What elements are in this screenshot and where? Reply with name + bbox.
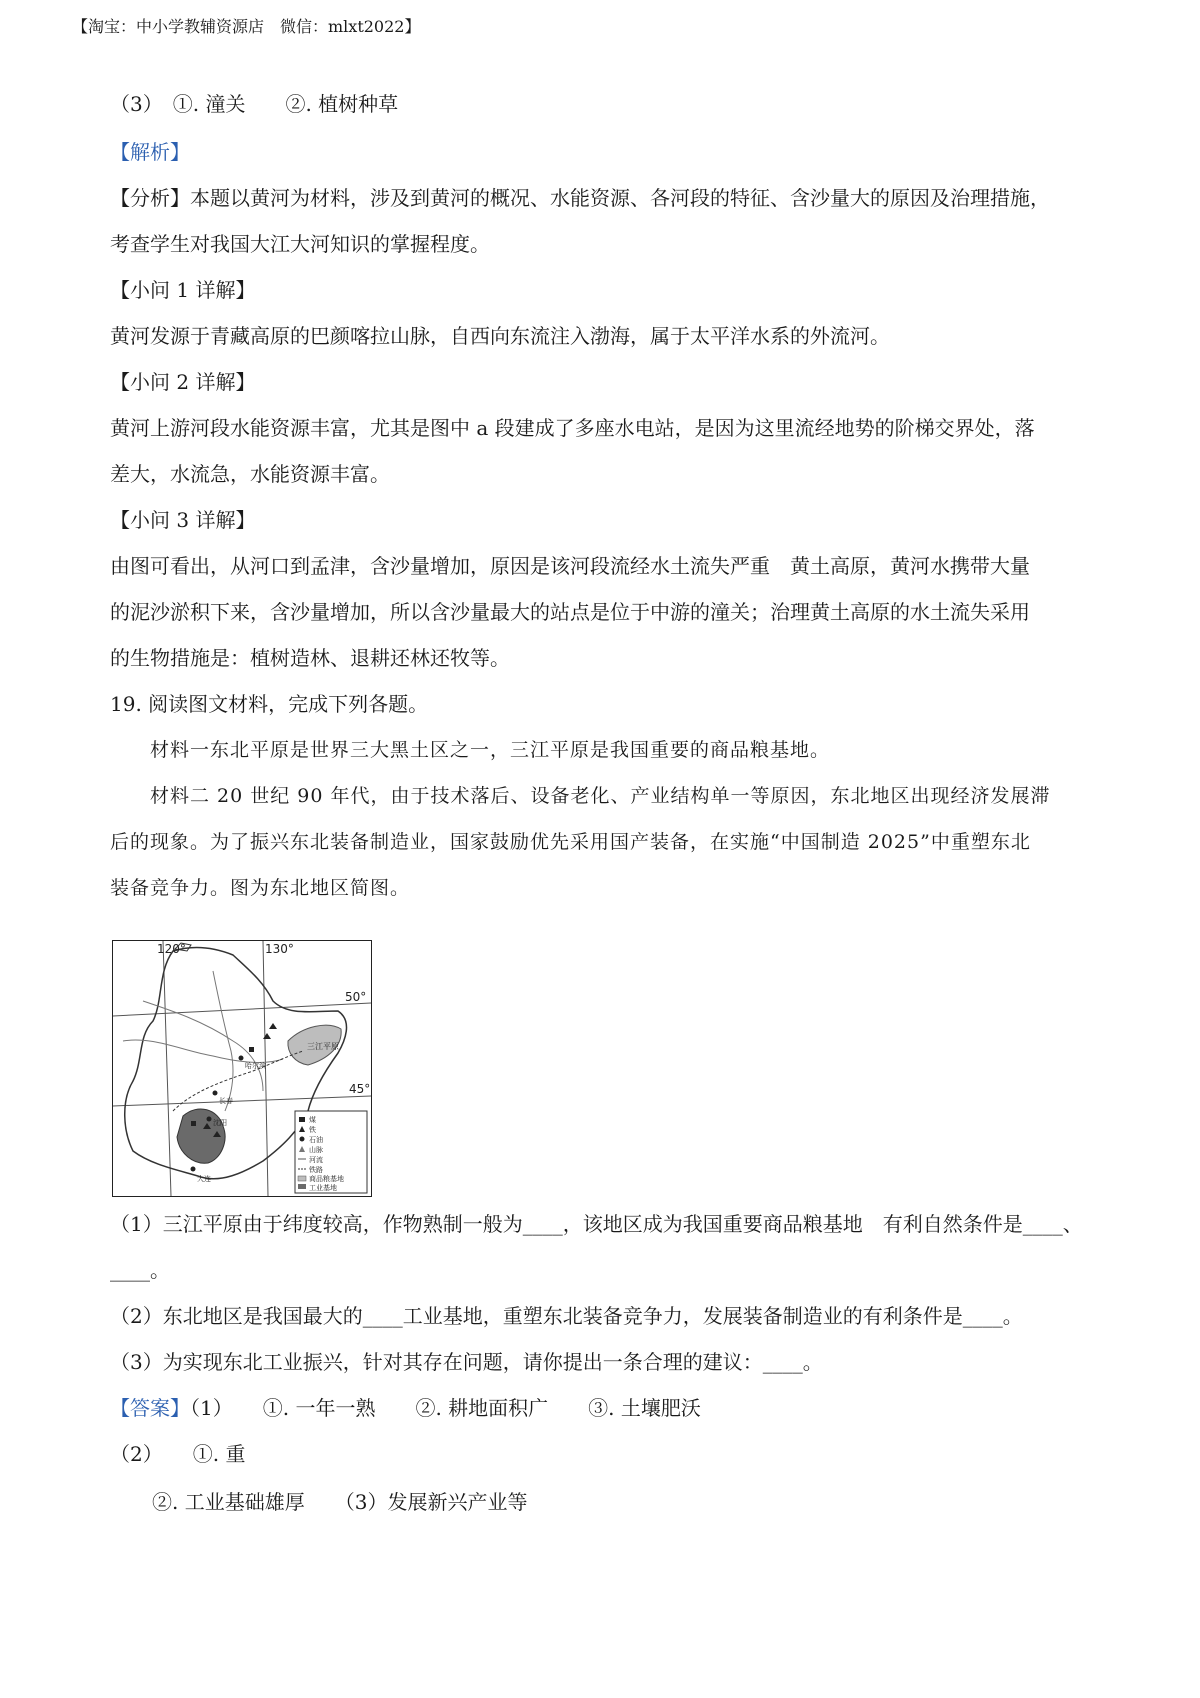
answer-3: ②. 工业基础雄厚 （3）发展新兴产业等	[152, 1490, 528, 1514]
legend-item: 煤	[309, 1116, 316, 1124]
legend-item: 商品粮基地	[309, 1175, 344, 1183]
sub1-text: 黄河发源于青藏高原的巴颜喀拉山脉，自西向东流注入渤海，属于太平洋水系的外流河。	[110, 324, 890, 348]
material-2-line-1: 材料二 20 世纪 90 年代，由于技术落后、设备老化、产业结构单一等原因，东北地区出现经济发展滞	[150, 785, 1051, 807]
map-lat-50: 50°	[345, 990, 367, 1004]
map-lon-130: 130°	[265, 942, 294, 956]
legend-item: 石油	[309, 1136, 323, 1144]
map-label-shenyang: 沈阳	[213, 1119, 227, 1127]
sub2-label: 【小问 2 详解】	[110, 370, 256, 394]
part3: （3）为实现东北工业振兴，针对其存在问题，请你提出一条合理的建议：____。	[110, 1350, 823, 1374]
sub1-label: 【小问 1 详解】	[110, 278, 256, 302]
analysis-line-1: 【分析】本题以黄河为材料，涉及到黄河的概况、水能资源、各河段的特征、含沙量大的原因及治理措施，	[110, 186, 1050, 210]
sub3-line-2: 的泥沙淤积下来，含沙量增加，所以含沙量最大的站点是位于中游的潼关；治理黄土高原的水土流失采用	[110, 600, 1030, 624]
sub3-label: 【小问 3 详解】	[110, 508, 256, 532]
legend-item: 铁路	[309, 1166, 323, 1174]
part1-line-1: （1）三江平原由于纬度较高，作物熟制一般为____，该地区成为我国重要商品粮基地 有利自然条件是____、	[110, 1212, 1083, 1236]
material-1: 材料一东北平原是世界三大黑土区之一，三江平原是我国重要的商品粮基地。	[150, 739, 831, 761]
answer-1: （1） ①. 一年一熟 ②. 耕地面积广 ③. 土壤肥沃	[190, 1396, 701, 1420]
legend-item: 山脉	[309, 1146, 323, 1154]
map-label-sanjiang: 三江平原	[307, 1042, 339, 1051]
legend-item: 河流	[309, 1156, 323, 1164]
answer-label: 【答案】	[110, 1396, 190, 1420]
part1-line-2: ____。	[110, 1258, 170, 1282]
northeast-china-map	[112, 940, 372, 1197]
legend-item: 工业基地	[309, 1184, 337, 1192]
map-lon-120: 120°	[157, 942, 186, 956]
map-lat-45: 45°	[349, 1082, 371, 1096]
analysis-line-2: 考查学生对我国大江大河知识的掌握程度。	[110, 232, 490, 256]
material-2-line-2: 后的现象。为了振兴东北装备制造业，国家鼓励优先采用国产装备，在实施“中国制造 2025”中重塑东北	[110, 831, 1031, 853]
jiexi-label: 【解析】	[110, 140, 190, 164]
part2: （2）东北地区是我国最大的____工业基地，重塑东北装备竞争力，发展装备制造业的有利条件是____。	[110, 1304, 1023, 1328]
answer-row-1	[110, 1394, 701, 1422]
map-label-dalian: 大连	[197, 1175, 211, 1183]
answer-2: （2） ①. 重	[110, 1442, 246, 1466]
material-2-line-3: 装备竞争力。图为东北地区简图。	[110, 877, 411, 899]
sub3-line-1: 由图可看出，从河口到孟津，含沙量增加，原因是该河段流经水土流失严重 黄土高原，黄河水携带大量	[110, 554, 1030, 578]
map-label-haerbin: 哈尔滨	[245, 1062, 266, 1070]
header-watermark: 【淘宝：中小学教辅资源店 微信：mlxt2022】	[72, 17, 421, 36]
sub2-line-1: 黄河上游河段水能资源丰富，尤其是图中 a 段建成了多座水电站，是因为这里流经地势的阶梯交界处，落	[110, 416, 1035, 440]
sub3-line-3: 的生物措施是：植树造林、退耕还林还牧等。	[110, 646, 510, 670]
q19-stem: 19. 阅读图文材料，完成下列各题。	[110, 692, 429, 716]
legend-item: 铁	[309, 1126, 316, 1134]
sub2-line-2: 差大，水流急，水能资源丰富。	[110, 462, 390, 486]
q18-answer-3: （3） ①. 潼关 ②. 植树种草	[110, 92, 399, 116]
map-label-changchun: 长春	[219, 1097, 233, 1105]
